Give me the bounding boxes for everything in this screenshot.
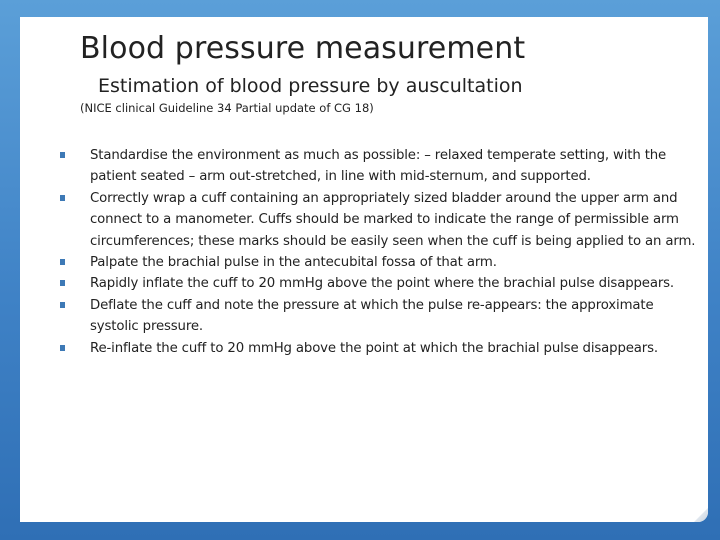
bullet-text: Palpate the brachial pulse in the antecubital fossa of that arm. <box>90 255 497 271</box>
square-bullet-icon <box>60 280 65 286</box>
list-item <box>60 273 700 294</box>
square-bullet-icon <box>60 152 65 158</box>
square-bullet-icon <box>60 259 65 265</box>
slide-subtitle: Estimation of blood pressure by auscultation <box>98 75 523 97</box>
slide-title: Blood pressure measurement <box>80 31 526 66</box>
content-panel <box>20 17 708 522</box>
list-item <box>60 338 700 359</box>
square-bullet-icon <box>60 345 65 351</box>
bullet-list <box>60 145 700 359</box>
page-curl-corner <box>694 508 708 522</box>
square-bullet-icon <box>60 302 65 308</box>
list-item <box>60 295 700 338</box>
list-item <box>60 145 700 188</box>
bullet-text: Rapidly inflate the cuff to 20 mmHg above the point where the brachial pulse disappears. <box>90 276 674 292</box>
square-bullet-icon <box>60 195 65 201</box>
bullet-text: Standardise the environment as much as possible: – relaxed temperate setting, with the patient seated – arm out-stretched, in line with mid-sternum, and supported. <box>90 148 667 185</box>
bullet-text: Re-inflate the cuff to 20 mmHg above the point at which the brachial pulse disappears. <box>90 340 658 356</box>
bullet-text: Correctly wrap a cuff containing an appropriately sized bladder around the upper arm and connect to a manometer. Cuffs should be marked to indicate the range of permissible arm circumferences; these marks should be easily seen when the cuff is being applied to an arm. <box>90 190 696 249</box>
guideline-reference: (NICE clinical Guideline 34 Partial update of CG 18) <box>80 101 374 115</box>
bullet-text: Deflate the cuff and note the pressure at which the pulse re-appears: the approximate systolic pressure. <box>90 297 654 335</box>
list-item <box>60 188 700 252</box>
list-item <box>60 252 700 273</box>
